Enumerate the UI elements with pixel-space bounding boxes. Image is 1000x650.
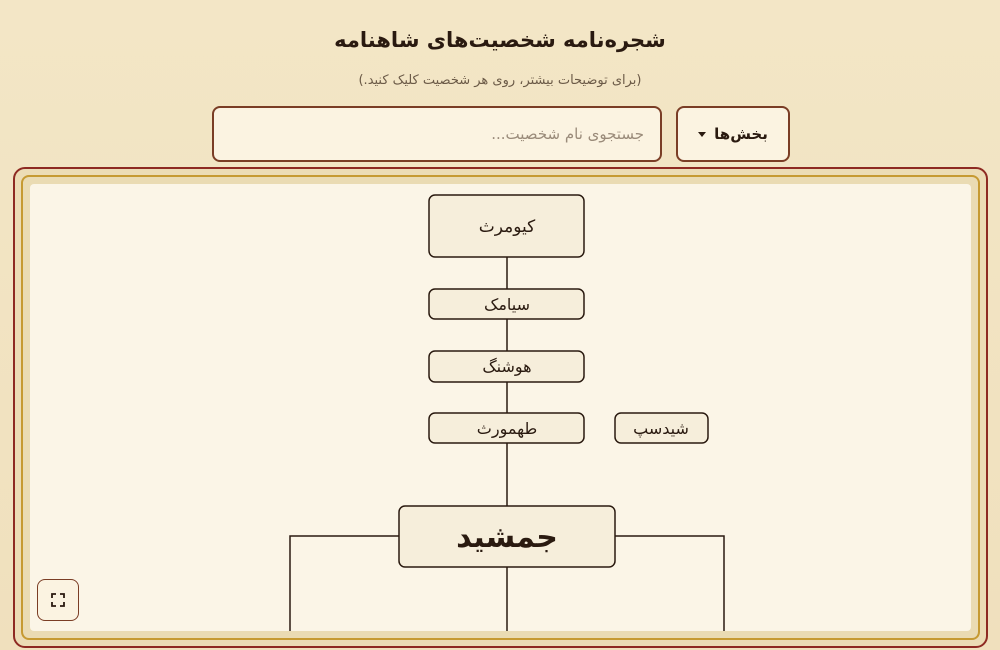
node-shidasp[interactable] <box>615 413 708 443</box>
connector-jamshid-child-left <box>290 536 399 631</box>
sections-dropdown-button[interactable] <box>676 106 790 162</box>
node-shidasp-label: شیدسپ <box>633 419 689 438</box>
search-input[interactable] <box>214 108 660 160</box>
node-tahmuras[interactable] <box>429 413 584 443</box>
fullscreen-button[interactable] <box>37 579 79 621</box>
controls-bar <box>212 106 792 164</box>
node-siamak[interactable] <box>429 289 584 319</box>
connector-jamshid-child-right <box>615 536 724 631</box>
node-keyumars[interactable] <box>429 195 584 257</box>
page-title: شجره‌نامه شخصیت‌های شاهنامه <box>334 28 666 52</box>
node-jamshid-label: جمشید <box>456 520 558 555</box>
search-field <box>212 106 662 162</box>
page-subtitle: (برای توضیحات بیشتر، روی هر شخصیت کلیک کنید.) <box>358 73 642 88</box>
tree-canvas[interactable] <box>30 184 971 631</box>
tree-frame-inner <box>21 175 980 640</box>
node-hushang[interactable] <box>429 351 584 382</box>
tree-frame <box>13 167 988 648</box>
node-hushang-label: هوشنگ <box>482 357 532 376</box>
caret-down-icon <box>698 132 706 137</box>
family-tree <box>30 184 971 631</box>
node-siamak-label: سیامک <box>484 295 530 314</box>
sections-label: بخش‌ها <box>714 125 768 143</box>
node-keyumars-label: کیومرث <box>478 217 536 237</box>
node-tahmuras-label: طهمورث <box>476 419 538 438</box>
node-jamshid[interactable] <box>399 506 615 567</box>
fullscreen-icon <box>51 593 65 607</box>
